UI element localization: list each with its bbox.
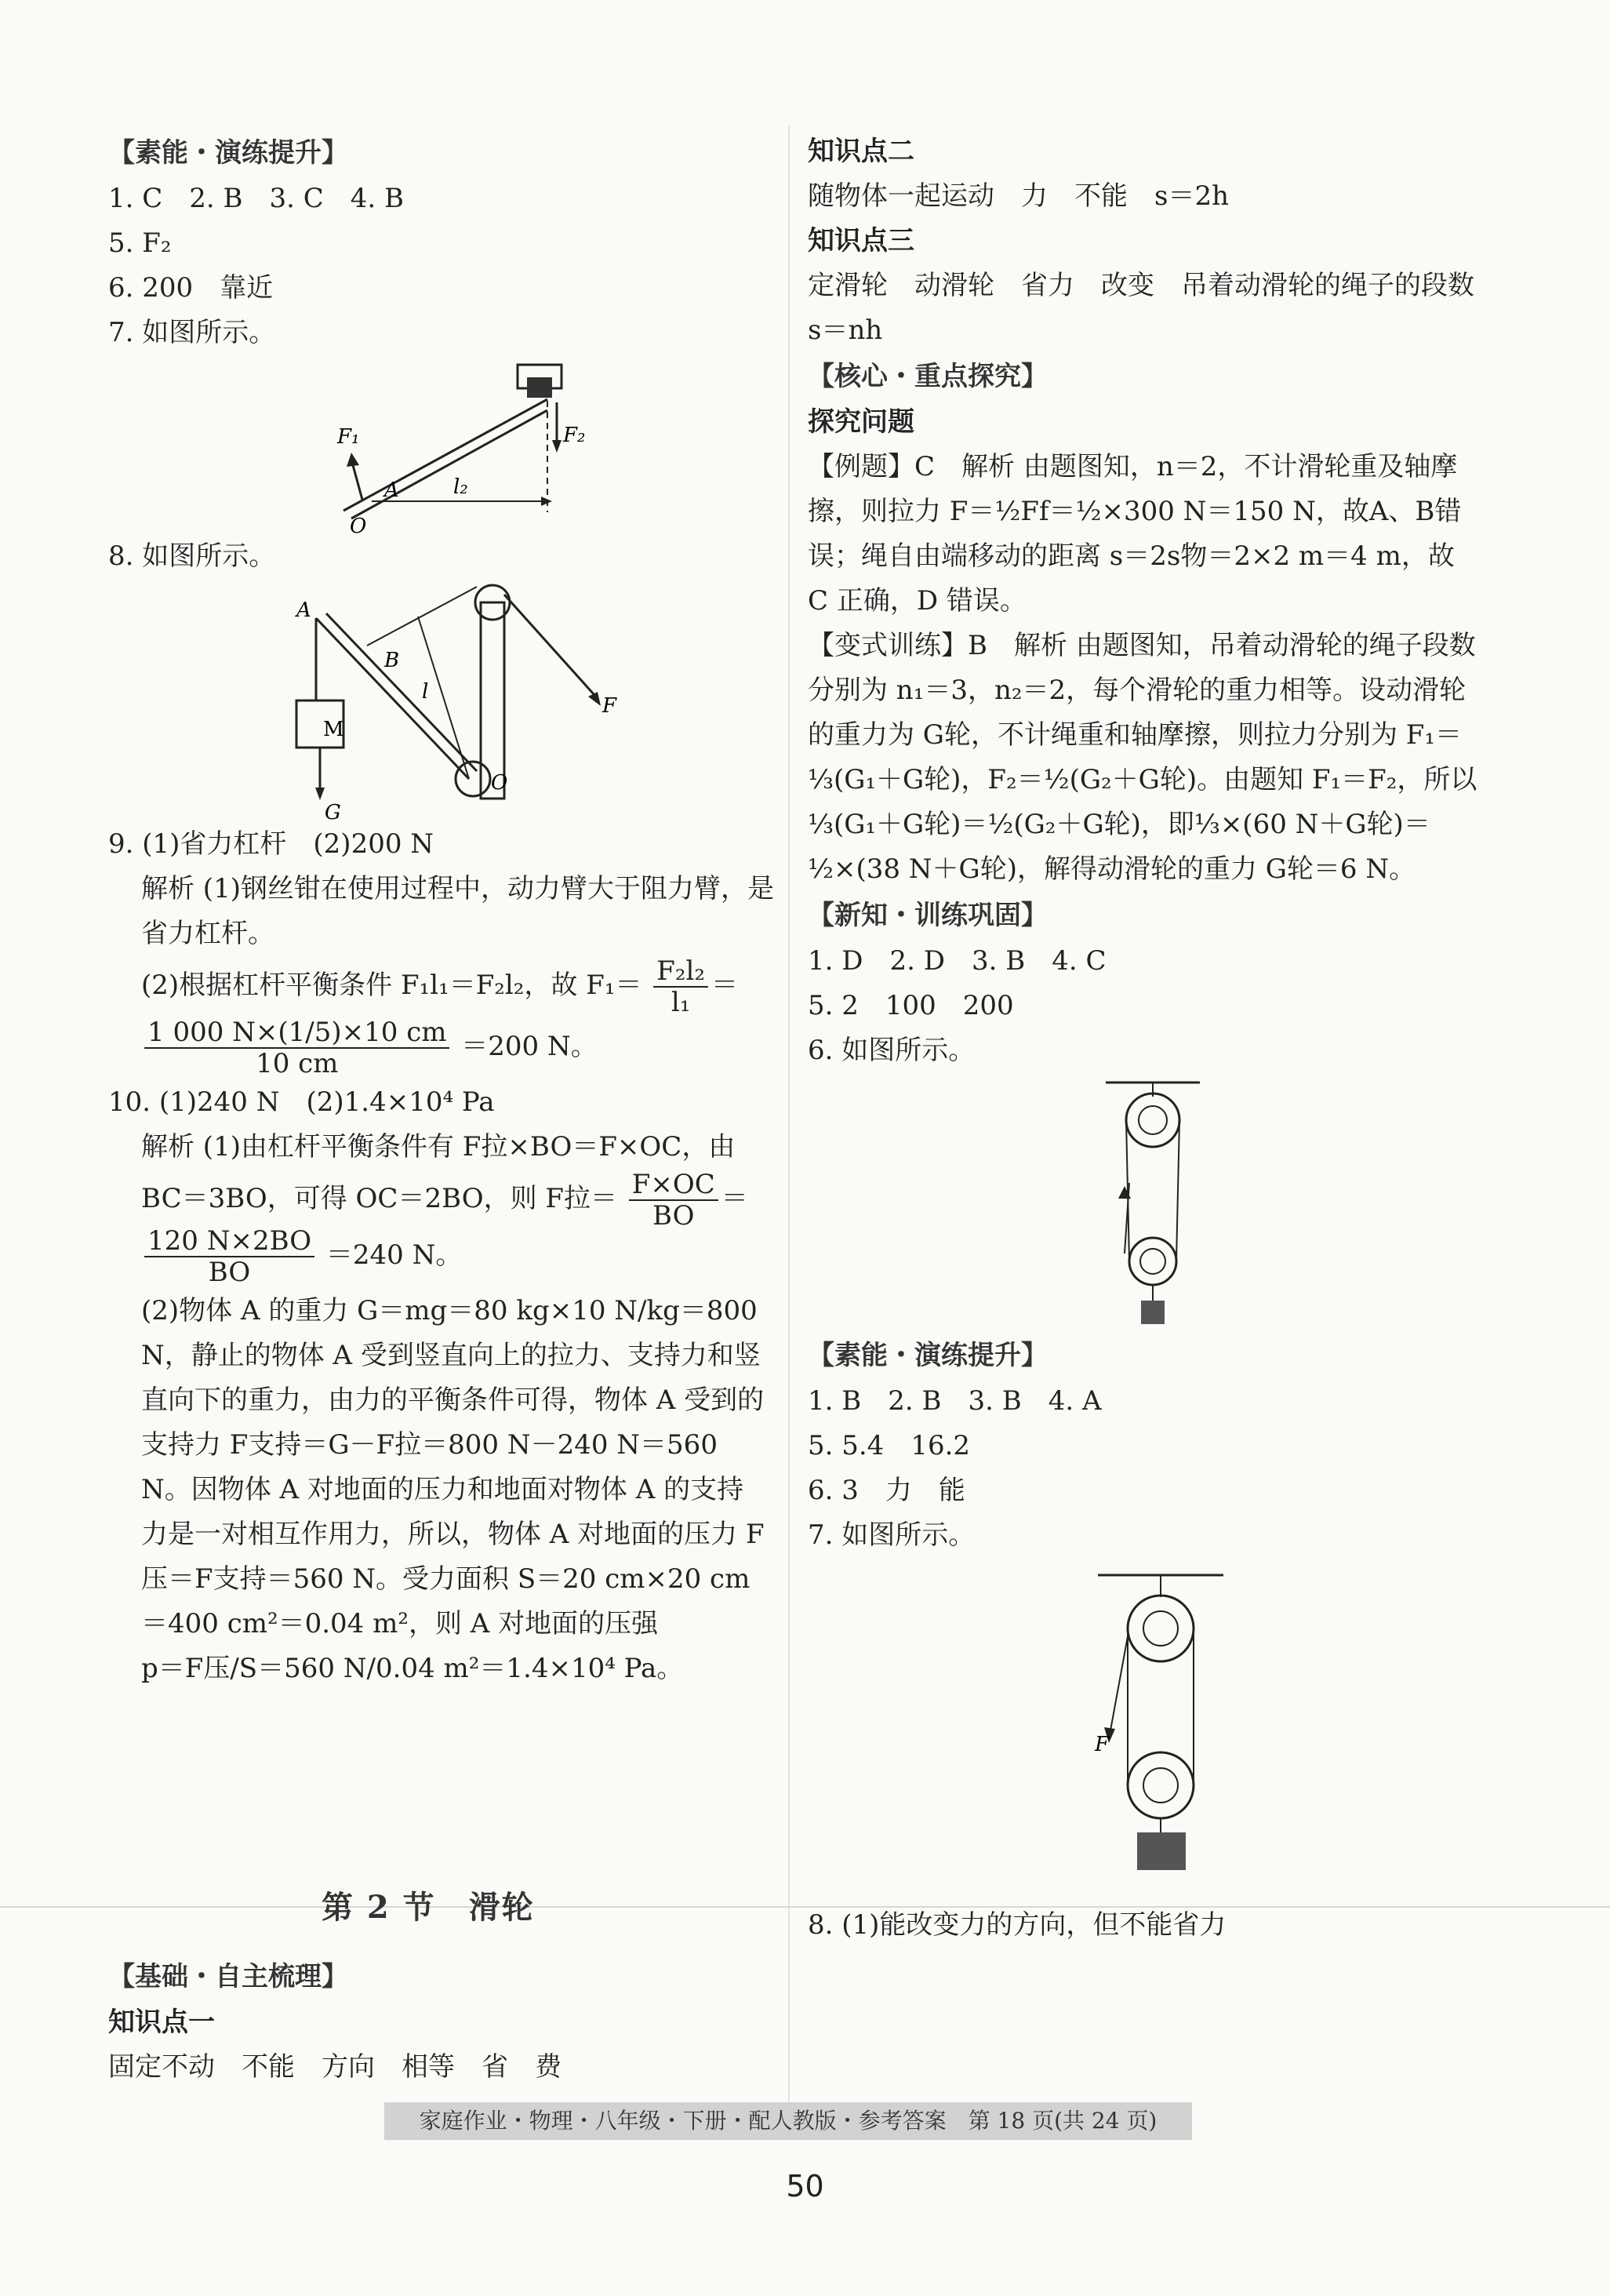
answer-line: 7. 如图所示。 — [108, 317, 276, 348]
fraction — [653, 956, 708, 1017]
formula-line: p＝F压/S＝560 N/0.04 m²＝1.4×10⁴ Pa。 — [141, 1653, 684, 1684]
label-F1: F₁ — [337, 425, 360, 449]
section-heading: 【核心・重点探究】 — [808, 361, 1048, 392]
label-G: G — [325, 801, 341, 822]
answer-line: 1. D 2. D 3. B 4. C — [808, 945, 1107, 977]
label-l: l — [422, 680, 429, 704]
answer-line: 1. B 2. B 3. B 4. A — [808, 1385, 1102, 1417]
variant-answer: 【变式训练】B 解析 由题图知，吊着动滑轮的绳子段数分别为 n₁＝3，n₂＝2，每个滑轮的重力相等。设动滑轮的重力为 G轮，不计绳重和轴摩擦，则拉力分别为 F₁＝⅓(G₁＋G轮)，F₂＝½(G₂＋G轮)。由题知 F₁＝F₂，所以⅓(G₁＋G轮)＝½(G₂＋G轮)，即⅓×(60 N＋G轮)＝½×(38 N＋G轮)，解得动滑轮的重力 G轮＝6 N。 — [808, 630, 1477, 885]
numerator: 120 N×2BO — [144, 1226, 314, 1257]
label-A: A — [296, 599, 311, 622]
page-number: 50 — [786, 2169, 824, 2203]
lever-diagram-2 — [108, 579, 779, 822]
lever-figure-7 — [108, 355, 779, 534]
label-F: F — [602, 694, 617, 718]
answer-line: 1. C 2. B 3. C 4. B — [108, 183, 404, 214]
answer-line: 7. 如图所示。 — [808, 1519, 976, 1551]
numerator: F₂l₂ — [653, 956, 708, 988]
fraction — [629, 1170, 718, 1231]
answer-line: 固定不动 不能 方向 相等 省 费 — [108, 2051, 562, 2083]
label-B: B — [384, 649, 400, 672]
section-heading: 【素能・演练提升】 — [808, 1340, 1048, 1371]
label-l2: l₂ — [453, 475, 468, 499]
fraction — [144, 1226, 314, 1287]
answer-line: 9. (1)省力杠杆 (2)200 N — [108, 828, 434, 860]
answer-line: 5. F₂ — [108, 227, 172, 259]
fraction — [144, 1017, 449, 1079]
section-heading: 【新知・训练巩固】 — [808, 900, 1048, 931]
explanation: (2)物体 A 的重力 G＝mg＝80 kg×10 N/kg＝800 N，静止的物体 A 受到竖直向上的拉力、支持力和竖直向下的重力，由力的平衡条件可得，物体 A 受到的支持力 F支持＝G－F拉＝800 N－240 N＝560 N。因物体 A 对地面的压力和地面对物体 A 的支持力是一对相互作用力，所以，物体 A 对地面的压力 F压＝F支持＝560 N。受力面积 S＝20 cm×20 cm＝400 cm²＝0.04 m²，则 A 对地面的压强 — [141, 1295, 765, 1639]
left-column — [108, 129, 779, 1691]
denominator: BO — [652, 1200, 695, 1232]
numerator: F×OC — [629, 1170, 718, 1201]
section-heading: 【素能・演练提升】 — [108, 137, 348, 169]
lever-diagram — [108, 355, 779, 534]
formula-line — [108, 1226, 779, 1289]
page-footer: 家庭作业・物理・八年级・下册・配人教版・参考答案 第 18 页(共 24 页) — [384, 2102, 1192, 2140]
answer-line: 6. 如图所示。 — [808, 1035, 976, 1066]
formula-text: (2)根据杠杆平衡条件 F₁l₁＝F₂l₂，故 F₁＝ — [141, 970, 642, 1001]
knowledge-point: 知识点二 — [808, 136, 914, 167]
result: ＝240 N。 — [325, 1239, 463, 1271]
right-column — [808, 129, 1501, 1948]
explanation: 解析 (1)由杠杆平衡条件有 F拉×BO＝F×OC，由 — [141, 1131, 736, 1163]
answer-line: 8. (1)能改变力的方向，但不能省力 — [808, 1909, 1227, 1941]
label-F: F — [1095, 1733, 1110, 1756]
formula-line — [108, 1017, 779, 1080]
subheading: 探究问题 — [808, 406, 914, 438]
answer-line: 5. 2 100 200 — [808, 990, 1014, 1021]
answer-line: 6. 3 力 能 — [808, 1475, 965, 1506]
formula-line: (2)根据杠杆平衡条件 F₁l₁＝F₂l₂，故 F₁＝ $\frac{\text{F₂l₂}}{\text{l₁}}$ ＝ — [141, 955, 738, 1018]
knowledge-point: 知识点三 — [808, 225, 914, 257]
label-O: O — [350, 515, 367, 534]
label-A: A — [384, 478, 399, 502]
column-divider — [788, 126, 790, 2110]
left-column-bottom — [108, 1953, 779, 2090]
result: ＝200 N。 — [461, 1031, 598, 1062]
lever-figure-8 — [108, 579, 779, 822]
formula-line: BC＝3BO，可得 OC＝2BO，则 F拉＝ $\frac{F\times OC}{BO}$ ＝ — [141, 1169, 748, 1232]
answer-line: 随物体一起运动 力 不能 s＝2h — [808, 180, 1229, 212]
section-title: 第 2 节 滑轮 — [322, 1889, 535, 1926]
pulley-diagram-2 — [808, 1558, 1482, 1903]
answer-line: 5. 5.4 16.2 — [808, 1430, 971, 1461]
label-F2: F₂ — [563, 424, 586, 447]
example-answer: 【例题】C 解析 由题图知，n＝2，不计滑轮重及轴摩擦，则拉力 F＝½Ff＝½×300 N＝150 N，故A、B错误；绳自由端移动的距离 s＝2s物＝2×2 m＝4 m，故 C 正确，D 错误。 — [808, 451, 1462, 617]
knowledge-point: 知识点一 — [108, 2007, 215, 2038]
answer-line: 定滑轮 动滑轮 省力 改变 吊着动滑轮的绳子的段数 s＝nh — [808, 270, 1501, 346]
answer-line: 6. 200 靠近 — [108, 272, 274, 304]
pulley-figure-7 — [808, 1558, 1482, 1903]
formula-text: BC＝3BO，可得 OC＝2BO，则 F拉＝ — [141, 1183, 617, 1214]
answer-line: 10. (1)240 N (2)1.4×10⁴ Pa — [108, 1086, 495, 1118]
pulley-diagram — [808, 1073, 1482, 1332]
label-O: O — [491, 771, 508, 795]
numerator: 1 000 N×(1/5)×10 cm — [144, 1017, 449, 1049]
label-M: M — [323, 718, 344, 741]
denominator: 10 cm — [256, 1048, 339, 1079]
denominator: l₁ — [671, 987, 691, 1018]
section-heading: 【基础・自主梳理】 — [108, 1961, 348, 1992]
pulley-figure-6 — [808, 1073, 1482, 1332]
explanation: 解析 (1)钢丝钳在使用过程中，动力臂大于阻力臂，是省力杠杆。 — [141, 873, 774, 949]
denominator: BO — [208, 1257, 251, 1288]
answer-line: 8. 如图所示。 — [108, 540, 276, 572]
